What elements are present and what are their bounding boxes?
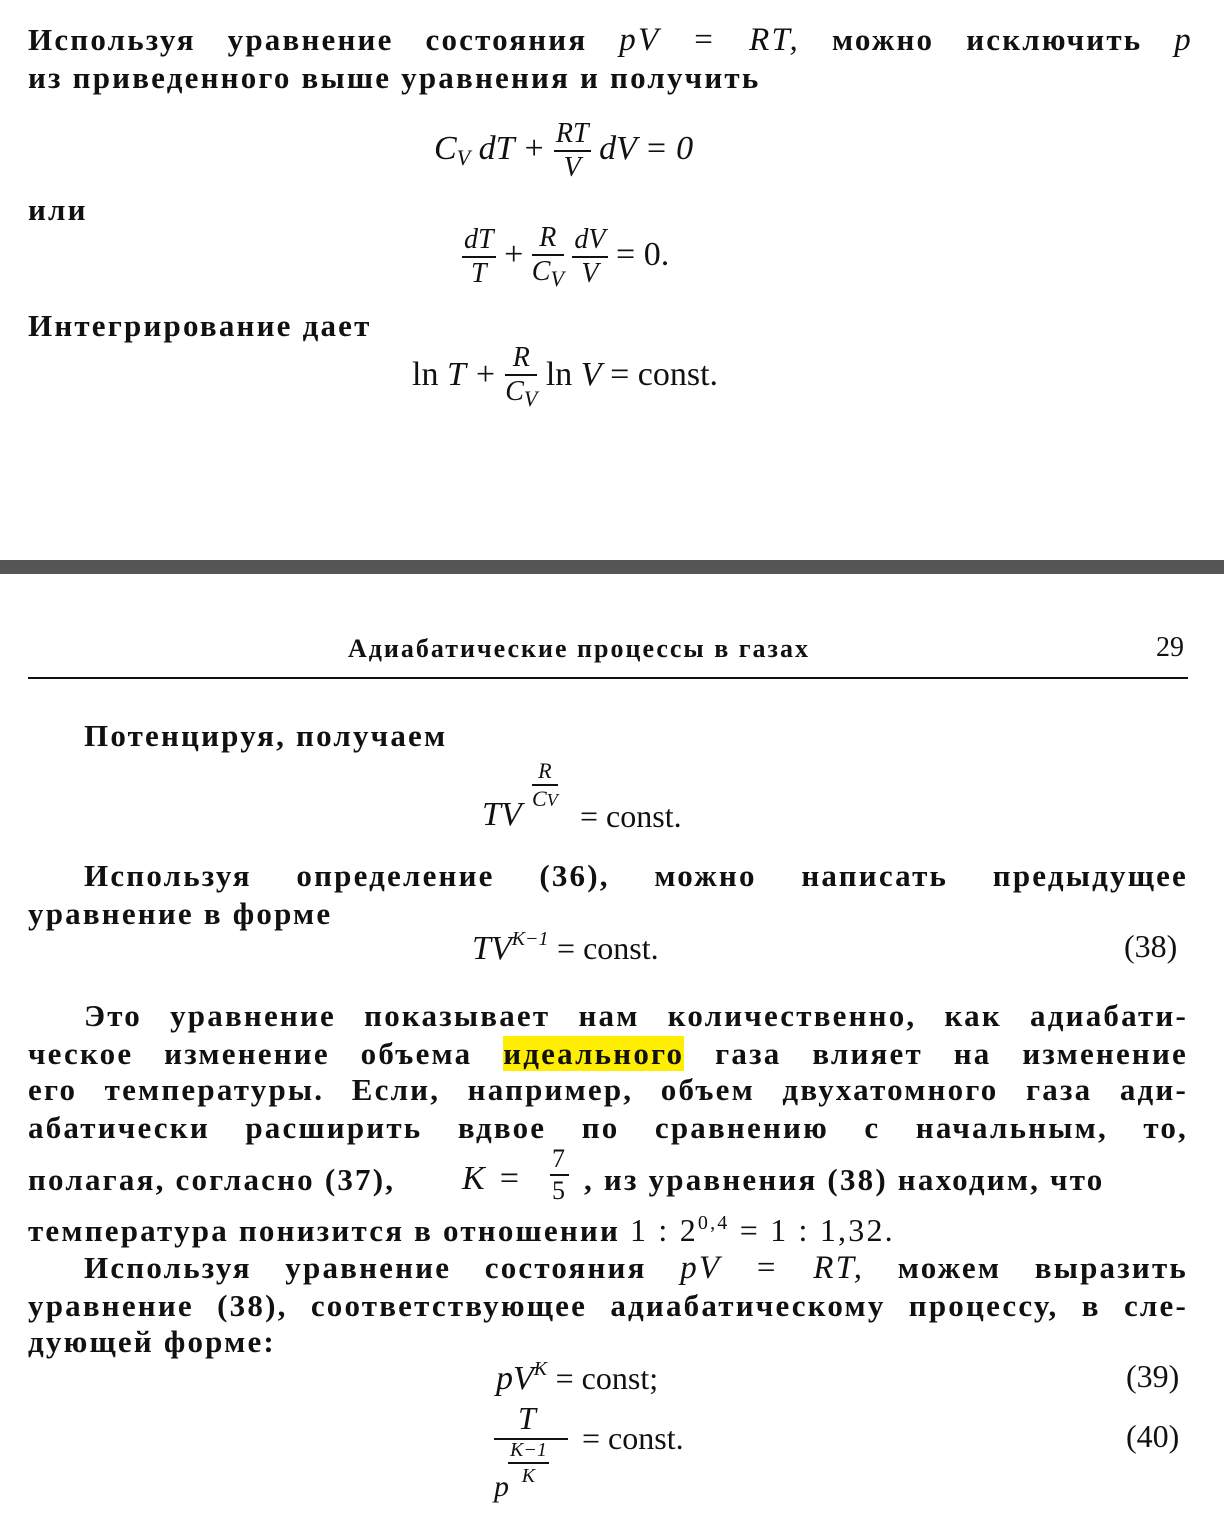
equation-number-40: (40): [1126, 1418, 1180, 1454]
top-line-2: из приведенного выше уравнения и получить: [28, 60, 761, 95]
paragraph-2-line-1: Используя определение (36), можно написать предыдущее: [84, 858, 1188, 893]
integration-text: Интегрирование дает: [28, 308, 372, 343]
or-word: или: [28, 192, 88, 227]
top-line-1: [28, 22, 1193, 59]
equation-39: $pV^K$ = const;: [496, 1358, 659, 1397]
highlighted-word: идеального: [503, 1036, 685, 1071]
equation-38: $TV^{K-1}$ = const.: [472, 928, 659, 967]
equation-3: ln T + $\frac{R}{C_V}$ ln V = const.: [412, 342, 719, 411]
paragraph-2-line-2: уравнение в форме: [28, 896, 333, 931]
paragraph-4-line-1: Используя уравнение состояния pV = RT, можем выразить: [84, 1250, 1188, 1286]
paragraph-3-line-6: температура понизится в отношении 1 : 2$^{0,4}$ = 1 : 1,32.: [28, 1212, 895, 1248]
equation-40: T p $\frac{K-1}{K}$ = const.: [494, 1400, 684, 1503]
page-divider: [0, 560, 1224, 574]
paragraph-3-line-5: полагая, согласно (37), K = $\frac{7}{5}$ , из уравнения (38) находим, что: [28, 1144, 1105, 1205]
equation-2: $\frac{dT}{T}$ + $\frac{R}{C_V}$ $\frac{dV}{V}$ = 0.: [464, 222, 670, 291]
paragraph-4-line-2: уравнение (38), соответствующее адиабатическому процессу, в сле-: [28, 1288, 1188, 1323]
page-number: 29: [1156, 632, 1184, 663]
running-head: Адиабатические процессы в газах: [348, 634, 811, 663]
paragraph-4-line-3: дующей форме:: [28, 1324, 276, 1359]
variable: p: [1174, 22, 1193, 58]
text-segment: Используя уравнение состояния: [28, 22, 588, 57]
equation-1: $C_V$ dT + $\frac{RT}{V}$ dV = 0: [434, 118, 694, 183]
equation-inline: pV = RT,: [619, 22, 801, 58]
paragraph-3-line-3: его температуры. Если, например, объем двухатомного газа ади-: [28, 1072, 1188, 1107]
header-rule: [28, 677, 1188, 679]
equation-number-38: (38): [1124, 928, 1178, 964]
paragraph-3-line-4: абатически расширить вдвое по сравнению с начальным, то,: [28, 1110, 1188, 1145]
paragraph-3-line-2: ческое изменение объема идеального газа влияет на изменение: [28, 1036, 1189, 1071]
equation-number-39: (39): [1126, 1358, 1180, 1394]
paragraph-1: Потенцируя, получаем: [84, 718, 448, 753]
paragraph-3-line-1: Это уравнение показывает нам количественно, как адиабати-: [84, 998, 1188, 1033]
text-segment: можно исключить: [831, 22, 1143, 57]
